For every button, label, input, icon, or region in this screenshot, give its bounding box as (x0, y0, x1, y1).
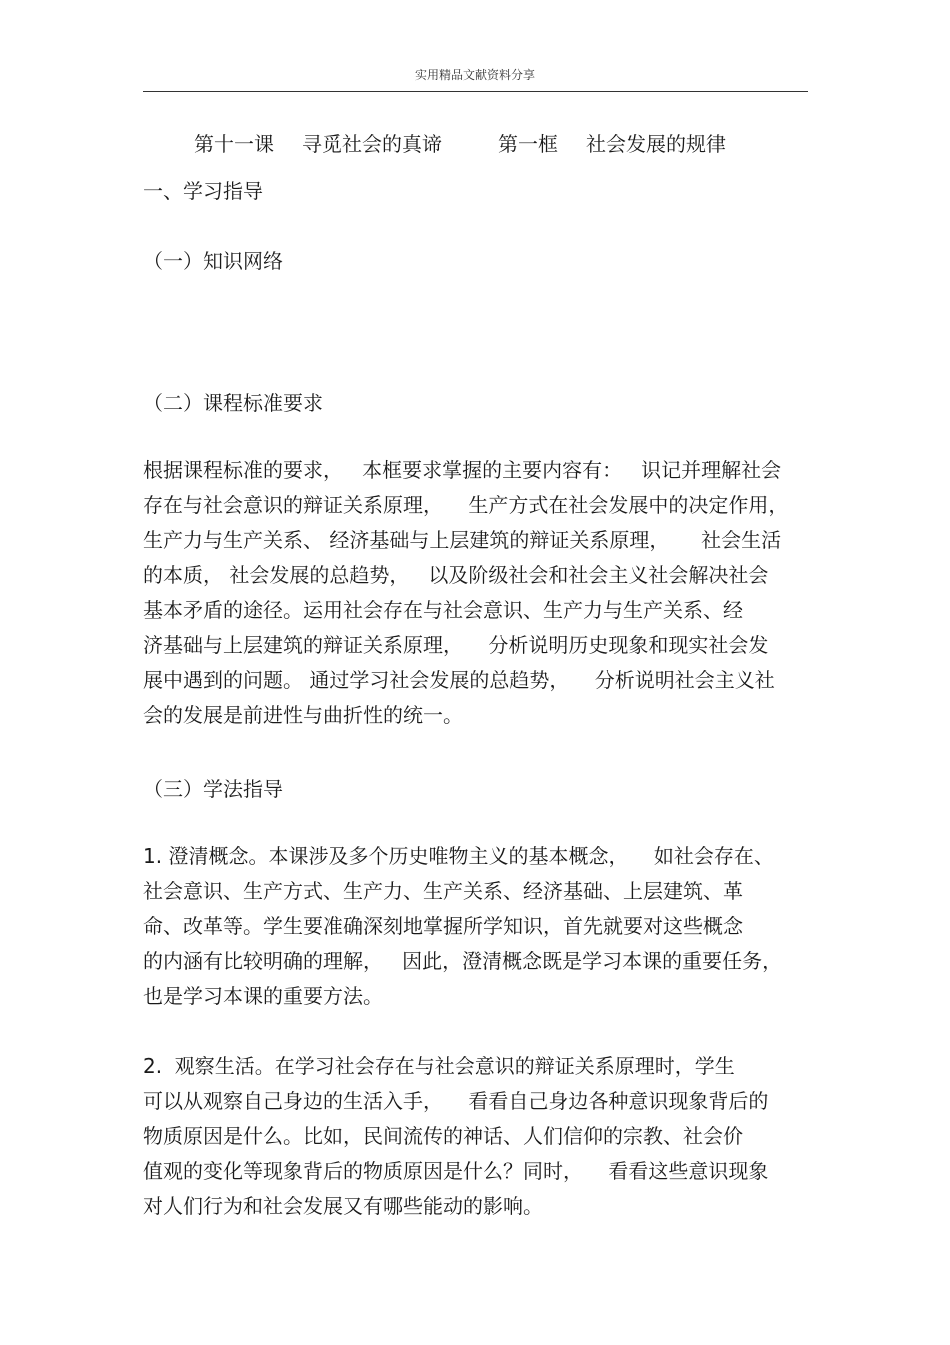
frame-name: 社会发展的规律 (586, 132, 726, 156)
paragraph-line: 展中遇到的问题。 通过学习社会发展的总趋势， 分析说明社会主义社 (143, 668, 775, 692)
subsection-heading-knowledge-network: （一）知识网络 (143, 249, 283, 273)
paragraph-line: 存在与社会意识的辩证关系原理， 生产方式在社会发展中的决定作用， (143, 493, 789, 517)
curriculum-standard-paragraph (143, 453, 788, 733)
paragraph-line: 1. 澄清概念。本课涉及多个历史唯物主义的基本概念， 如社会存在、 (143, 844, 774, 868)
header-text: 实用精品文献资料分享 (414, 68, 535, 82)
paragraph-line: 社会意识、生产方式、生产力、生产关系、经济基础、上层建筑、革 (143, 879, 743, 903)
paragraph-line: 的本质， 社会发展的总趋势， 以及阶级社会和社会主义社会解决社会 (143, 563, 769, 587)
lesson-name: 寻觅社会的真谛 (302, 132, 442, 156)
paragraph-line: 生产力与生产关系、 经济基础与上层建筑的辩证关系原理， 社会生活 (143, 528, 782, 552)
subsection-heading-study-method: （三）学法指导 (143, 777, 283, 801)
paragraph-line: 根据课程标准的要求， 本框要求掌握的主要内容有： 识记并理解社会 (143, 458, 782, 482)
study-method-paragraph-2 (143, 1049, 768, 1224)
paragraph-line: 会的发展是前进性与曲折性的统一。 (143, 703, 463, 727)
paragraph-line: 的内涵有比较明确的理解， 因此，澄清概念既是学习本课的重要任务， (143, 949, 783, 973)
page-title (194, 128, 726, 157)
paragraph-line: 2. 观察生活。在学习社会存在与社会意识的辩证关系原理时，学生 (143, 1054, 735, 1078)
paragraph-line: 也是学习本课的重要方法。 (143, 984, 383, 1008)
frame-number: 第一框 (498, 132, 558, 156)
section-heading-study-guide: 一、学习指导 (143, 179, 263, 203)
lesson-number: 第十一课 (194, 132, 274, 156)
subsection-heading-curriculum-standard: （二）课程标准要求 (143, 391, 323, 415)
paragraph-line: 可以从观察自己身边的生活入手， 看看自己身边各种意识现象背后的 (143, 1089, 769, 1113)
study-method-paragraph-1 (143, 839, 782, 1014)
paragraph-line: 济基础与上层建筑的辩证关系原理， 分析说明历史现象和现实社会发 (143, 633, 769, 657)
paragraph-line: 基本矛盾的途径。运用社会存在与社会意识、生产力与生产关系、经 (143, 598, 743, 622)
paragraph-line: 对人们行为和社会发展又有哪些能动的影响。 (143, 1194, 543, 1218)
paragraph-line: 命、改革等。学生要准确深刻地掌握所学知识，首先就要对这些概念 (143, 914, 743, 938)
paragraph-line: 值观的变化等现象背后的物质原因是什么？同时， 看看这些意识现象 (143, 1159, 769, 1183)
paragraph-line: 物质原因是什么。比如，民间流传的神话、人们信仰的宗教、社会价 (143, 1124, 743, 1148)
header-rule (143, 91, 808, 92)
